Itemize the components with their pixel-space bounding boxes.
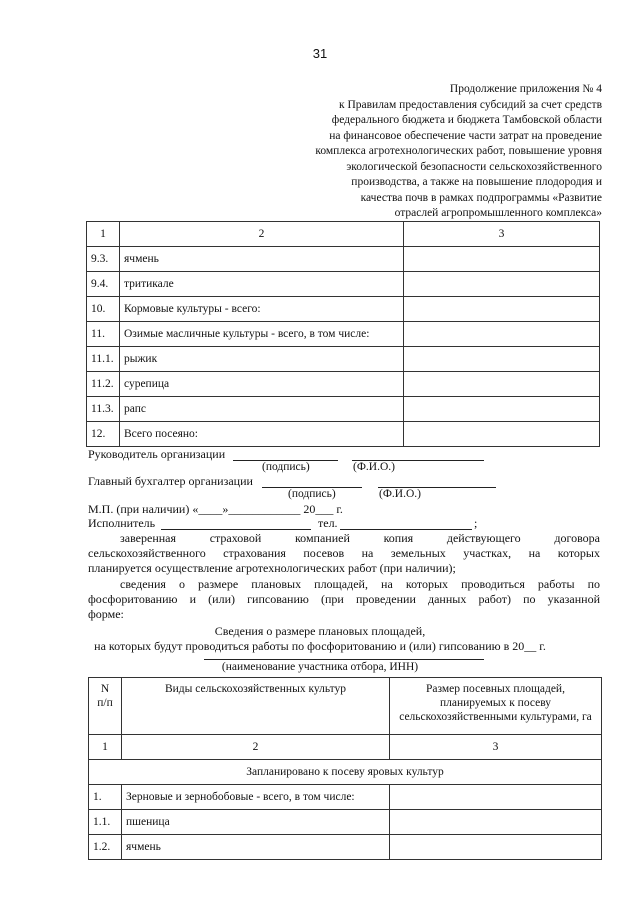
row-value-cell[interactable] xyxy=(404,272,600,297)
row-name: ячмень xyxy=(122,835,390,860)
accountant-label: Главный бухгалтер организации xyxy=(88,474,253,488)
table-row xyxy=(87,272,600,297)
signature-caption: (подпись) xyxy=(262,461,310,473)
header-line: качества почв в рамках подпрограммы «Развитие xyxy=(360,191,602,204)
row-name: Всего посеяно: xyxy=(120,422,404,447)
row-name: Озимые масличные культуры - всего, в том числе: xyxy=(120,322,404,347)
column-number: 1 xyxy=(89,735,122,760)
row-name: рыжик xyxy=(120,347,404,372)
column-header: N п/п xyxy=(89,678,122,735)
table-row xyxy=(87,397,600,422)
fio-caption: (Ф.И.О.) xyxy=(379,488,421,500)
table-row xyxy=(89,810,602,835)
row-value-cell[interactable] xyxy=(390,835,602,860)
appendix-header xyxy=(282,82,602,222)
column-number: 2 xyxy=(122,735,390,760)
phone-line[interactable] xyxy=(340,529,472,530)
row-value-cell[interactable] xyxy=(390,810,602,835)
planned-areas-table xyxy=(88,677,602,860)
paragraph-line: заверенная страховой компанией копия действующего договора xyxy=(120,531,600,545)
header-line: к Правилам предоставления субсидий за счет средств xyxy=(338,98,602,111)
row-value-cell[interactable] xyxy=(404,422,600,447)
table-row xyxy=(87,297,600,322)
row-value-cell[interactable] xyxy=(404,347,600,372)
table-number-row xyxy=(89,735,602,760)
header-line: на финансовое обеспечение части затрат на проведение xyxy=(329,129,602,142)
table-row xyxy=(89,785,602,810)
row-name: сурепица xyxy=(120,372,404,397)
section-row xyxy=(89,760,602,785)
table-row xyxy=(87,422,600,447)
header-line: экологической безопасности сельскохозяйственного xyxy=(346,160,602,173)
column-number: 3 xyxy=(390,735,602,760)
page-number: 31 xyxy=(312,46,328,61)
row-number: 11.2. xyxy=(87,372,120,397)
table-row xyxy=(87,322,600,347)
row-number: 11.1. xyxy=(87,347,120,372)
row-name: тритикале xyxy=(120,272,404,297)
table-row xyxy=(87,372,600,397)
row-number: 1.2. xyxy=(89,835,122,860)
row-value-cell[interactable] xyxy=(404,322,600,347)
table-header-row xyxy=(89,678,602,735)
phone-end: ; xyxy=(474,516,478,530)
header-line: производства, а также на повышение плодородия и xyxy=(351,176,602,188)
executor-line[interactable] xyxy=(161,529,311,530)
paragraph-line: форме: xyxy=(88,607,124,621)
table-header-row xyxy=(87,222,600,247)
participant-line[interactable] xyxy=(204,659,484,660)
header-line: отраслей агропромышленного комплекса» xyxy=(394,207,602,219)
row-value-cell[interactable] xyxy=(404,372,600,397)
row-number: 12. xyxy=(87,422,120,447)
row-number: 9.3. xyxy=(87,247,120,272)
row-value-cell[interactable] xyxy=(404,397,600,422)
header-line: федерального бюджета и бюджета Тамбовской области xyxy=(331,114,602,126)
header-line: комплекса агротехнологических работ, повышение уровня xyxy=(315,145,602,157)
fio-caption: (Ф.И.О.) xyxy=(353,461,395,473)
row-name: рапс xyxy=(120,397,404,422)
phone-label: тел. xyxy=(318,516,338,530)
row-number: 11. xyxy=(87,322,120,347)
stamp-date-line: М.П. (при наличии) «____»____________ 20___ г. xyxy=(88,502,343,516)
row-number: 1.1. xyxy=(89,810,122,835)
row-number: 10. xyxy=(87,297,120,322)
paragraph-line: фосфоритованию и (или) гипсованию (при проведении данных работ) по указанной xyxy=(88,592,600,606)
signature-caption: (подпись) xyxy=(288,488,336,500)
paragraph-line: планируется осуществление агротехнологических работ (при наличии); xyxy=(88,561,456,575)
column-header: 2 xyxy=(120,222,404,247)
section-title: Запланировано к посеву яровых культур xyxy=(89,760,602,785)
row-number: 1. xyxy=(89,785,122,810)
column-header: Размер посевных площадей, планируемых к посеву сельскохозяйственными культурами, га xyxy=(390,678,602,735)
row-name: ячмень xyxy=(120,247,404,272)
table-row xyxy=(87,347,600,372)
row-value-cell[interactable] xyxy=(404,247,600,272)
crops-table xyxy=(86,221,600,447)
executor-label: Исполнитель xyxy=(88,516,156,530)
header-line: Продолжение приложения № 4 xyxy=(449,83,602,95)
row-name: пшеница xyxy=(122,810,390,835)
column-header: 1 xyxy=(87,222,120,247)
row-value-cell[interactable] xyxy=(390,785,602,810)
row-name: Кормовые культуры - всего: xyxy=(120,297,404,322)
paragraph-line: сведения о размере плановых площадей, на которых проводиться работы по xyxy=(120,577,600,591)
row-value-cell[interactable] xyxy=(404,297,600,322)
table-row xyxy=(87,247,600,272)
column-header: 3 xyxy=(404,222,600,247)
form-title-line: на которых будут проводиться работы по фосфоритованию и (или) гипсованию в 20__ г. xyxy=(94,639,546,653)
column-header: Виды сельскохозяйственных культур xyxy=(122,678,390,735)
table-row xyxy=(89,835,602,860)
form-title-line: Сведения о размере плановых площадей, xyxy=(214,624,426,638)
row-name: Зерновые и зернобобовые - всего, в том числе: xyxy=(122,785,390,810)
row-number: 9.4. xyxy=(87,272,120,297)
participant-caption: (наименование участника отбора, ИНН) xyxy=(221,661,419,673)
head-label: Руководитель организации xyxy=(88,447,226,461)
paragraph-line: сельскохозяйственного страхования посевов на земельных участках, на которых xyxy=(88,546,600,560)
row-number: 11.3. xyxy=(87,397,120,422)
